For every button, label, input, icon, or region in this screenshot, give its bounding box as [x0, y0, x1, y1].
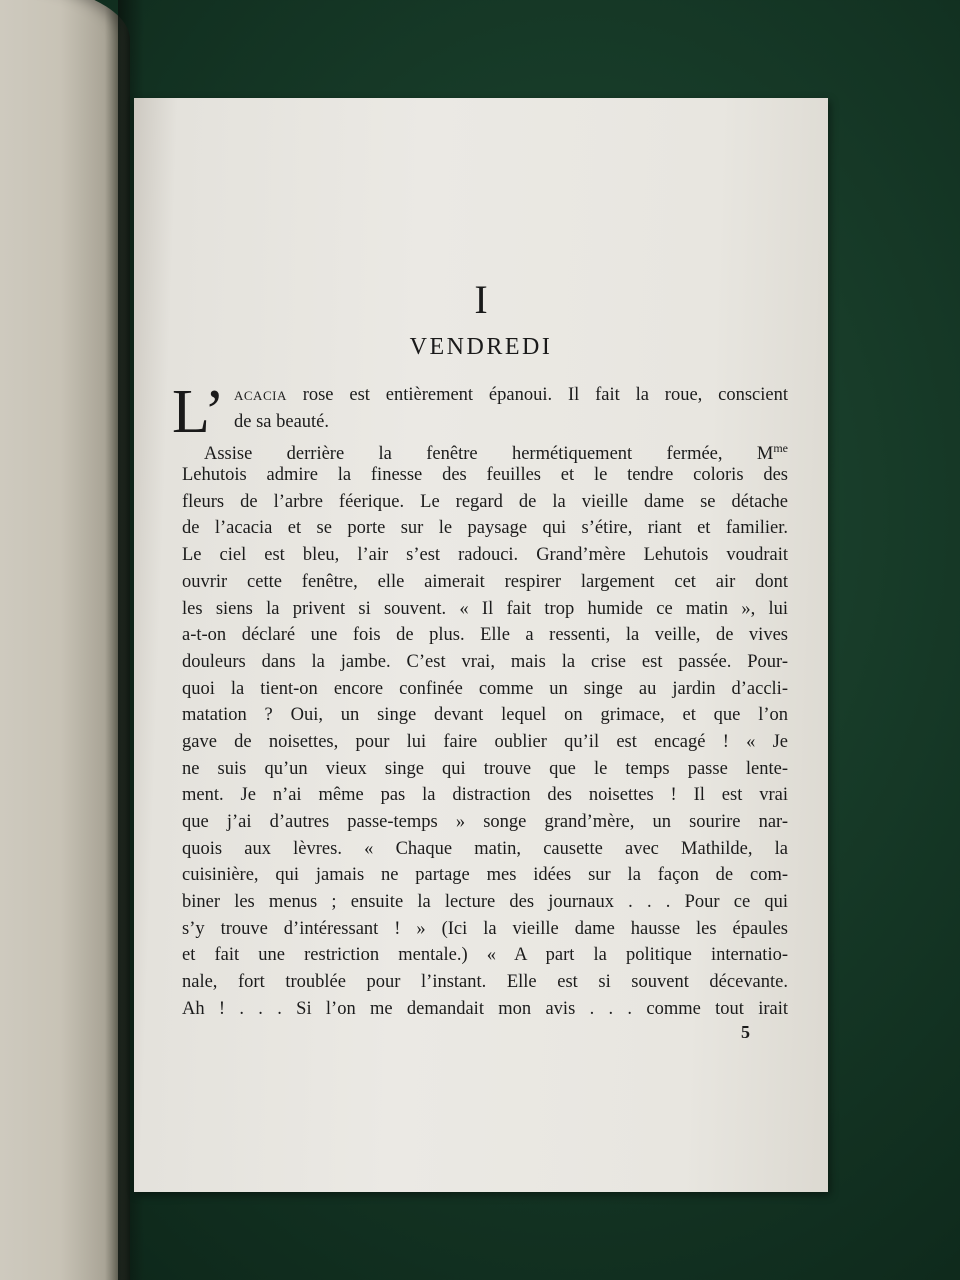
text-line — [182, 435, 788, 465]
chapter-number: I — [474, 277, 488, 322]
book-page — [134, 98, 828, 1192]
text-line: s’y trouve d’intéressant ! » (Ici la vieille dame hausse les épaules — [182, 918, 788, 939]
text-line: cuisinière, qui jamais ne partage mes idées sur la façon de com- — [182, 865, 788, 886]
text-line: quoi la tient-on encore confinée comme un singe au jardin d’accli- — [182, 678, 788, 699]
text-line: Ah ! . . . Si l’on me demandait mon avis . . . comme tout irait — [182, 998, 788, 1019]
text-line: les siens la privent si souvent. « Il fait trop humide ce matin », lui — [182, 598, 788, 619]
text-line: de sa beauté. — [234, 411, 330, 432]
text-line: ne suis qu’un vieux singe qui trouve que le temps passe lente- — [182, 758, 788, 779]
text-line-part: Assise derrière la fenêtre hermétiquement fermée, M — [204, 444, 774, 465]
text-line: ouvrir cette fenêtre, elle aimerait respirer largement cet air dont — [182, 571, 788, 592]
text-line: matation ? Oui, un singe devant lequel on grimace, et que l’on — [182, 705, 788, 726]
facing-page-left — [0, 0, 130, 1280]
first-word-smallcaps: ACACIA — [234, 388, 287, 403]
text-line: gave de noisettes, pour lui faire oublier qu’il est encagé ! « Je — [182, 731, 788, 752]
text-line-rest: rose est entièrement épanoui. Il fait la roue, conscient — [286, 385, 788, 405]
text-line: Lehutois admire la finesse des feuilles et le tendre coloris des — [182, 465, 788, 486]
text-line: biner les menus ; ensuite la lecture des journaux . . . Pour ce qui — [182, 892, 788, 913]
text-line: quois aux lèvres. « Chaque matin, causette avec Mathilde, la — [182, 838, 788, 859]
text-line: que j’ai d’autres passe-temps » songe grand’mère, un sourire nar- — [182, 812, 788, 832]
text-line: ment. Je n’ai même pas la distraction des noisettes ! Il est vrai — [182, 785, 788, 806]
drop-cap: L’ — [172, 378, 225, 446]
text-line — [182, 382, 788, 409]
chapter-body — [172, 378, 788, 1023]
text-line: et fait une restriction mentale.) « A part la politique internatio- — [182, 945, 788, 966]
text-line: nale, fort troublée pour l’instant. Elle est si souvent décevante. — [182, 972, 788, 993]
text-line: Le ciel est bleu, l’air s’est radouci. Grand’mère Lehutois voudrait — [182, 545, 788, 566]
page-number: 5 — [741, 1022, 750, 1042]
text-line: douleurs dans la jambe. C’est vrai, mais la crise est passée. Pour- — [182, 651, 788, 672]
text-line: fleurs de l’arbre féerique. Le regard de la vieille dame se détache — [182, 491, 788, 512]
text-line: a-t-on déclaré une fois de plus. Elle a ressenti, la veille, de vives — [182, 625, 788, 646]
text-line: de l’acacia et se porte sur le paysage qui s’étire, riant et familier. — [182, 518, 788, 539]
superscript-abbrev: me — [773, 441, 788, 456]
chapter-title: VENDREDI — [409, 334, 553, 360]
